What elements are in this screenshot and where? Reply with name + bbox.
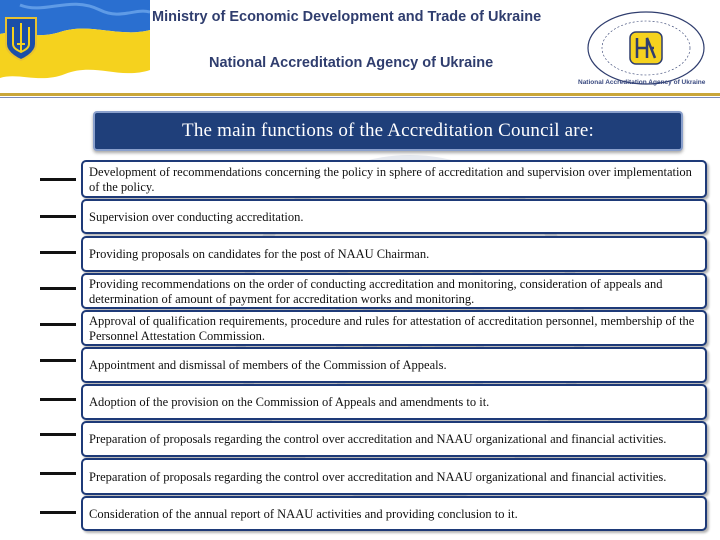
function-item-text: Approval of qualification requirements, procedure and rules for attestation of accreditation personnel, membership of the Personnel Attestation Commission. [89,314,695,343]
header-divider [0,93,720,96]
function-item-text: Providing recommendations on the order of conducting accreditation and monitoring, consideration of appeals and determination of amount of payment for accreditation works and monitoring. [89,277,663,306]
header-divider-thin [0,97,720,98]
bullet-dash [40,323,76,326]
function-item-text: Supervision over conducting accreditation. [89,209,304,224]
function-item [81,347,707,383]
function-item [81,199,707,234]
function-item-text: Consideration of the annual report of NAAU activities and providing conclusion to it. [89,506,518,521]
bullet-dash [40,178,76,181]
function-item [81,310,707,346]
function-item-text: Development of recommendations concerning the policy in sphere of accreditation and supervision over implementation of the policy. [89,165,692,194]
bullet-dash [40,472,76,475]
function-item-text: Adoption of the provision on the Commission of Appeals and amendments to it. [89,395,490,410]
header [0,0,720,96]
bullet-dash [40,511,76,514]
logo-caption: National Accreditation Agency of Ukraine [578,79,706,86]
ministry-title: Ministry of Economic Development and Trade of Ukraine [152,9,542,25]
agency-title: National Accreditation Agency of Ukraine [209,55,494,71]
bullet-dash [40,359,76,362]
bullet-dash [40,287,76,290]
function-item-text: Preparation of proposals regarding the control over accreditation and NAAU organizational and financial activities. [89,469,667,484]
function-item-text: Appointment and dismissal of members of the Commission of Appeals. [89,358,447,373]
function-item-text: Preparation of proposals regarding the control over accreditation and NAAU organizational and financial activities. [89,432,667,447]
function-item [81,496,707,531]
bullet-dash [40,251,76,254]
function-item-text: Providing proposals on candidates for the post of NAAU Chairman. [89,247,430,262]
function-item [81,421,707,457]
section-title: The main functions of the Accreditation Council are: [93,111,683,151]
function-item [81,458,707,495]
bullet-dash [40,215,76,218]
function-item [81,236,707,272]
bullet-dash [40,433,76,436]
function-item [81,160,707,198]
function-item [81,273,707,309]
ukraine-flag-coat-of-arms-icon [0,0,150,82]
function-item [81,384,707,420]
bullet-dash [40,398,76,401]
